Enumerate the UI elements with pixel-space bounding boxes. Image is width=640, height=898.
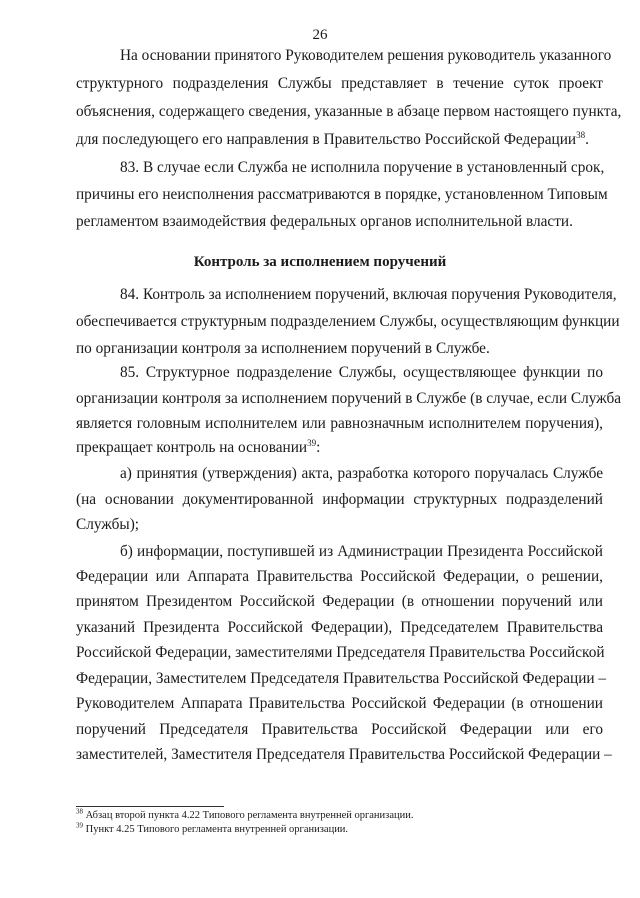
paragraph-line: является головным исполнителем или равнозначным исполнителем поручения), xyxy=(76,415,603,432)
paragraph-text: для последующего его направления в Правительство Российской Федерации xyxy=(76,131,577,148)
paragraph-line: указаний Президента Российской Федерации), Председателем Правительства xyxy=(76,619,603,636)
paragraph-line: по организации контроля за исполнением поручений в Службе. xyxy=(76,340,490,357)
paragraph-line xyxy=(76,438,603,458)
page-number: 26 xyxy=(312,27,328,43)
section-heading: Контроль за исполнением поручений xyxy=(193,254,447,270)
paragraph-punct: : xyxy=(316,439,321,456)
paragraph-line: Российской Федерации, заместителями Председателя Правительства Российской xyxy=(76,644,605,661)
paragraph-line: Руководителем Аппарата Правительства Российской Федерации (в отношении xyxy=(76,695,603,712)
footnote-mark: 38 xyxy=(76,807,83,816)
paragraph-line: Службы); xyxy=(76,516,140,533)
paragraph-punct: . xyxy=(585,131,589,148)
paragraph-line: обеспечивается структурным подразделением Службы, осуществляющим функции xyxy=(76,313,620,330)
paragraph-line: принятом Президентом Российской Федерации (в отношении поручений или xyxy=(76,593,603,610)
footnote xyxy=(76,821,349,835)
footnote-ref: 39 xyxy=(307,437,317,448)
paragraph-line: На основании принятого Руководителем решения руководитель указанного xyxy=(120,47,612,64)
paragraph-line xyxy=(76,130,603,150)
footnote-text: Абзац второй пункта 4.22 Типового регламента внутренней организации. xyxy=(85,810,414,821)
paragraph-line: структурного подразделения Службы представляет в течение суток проект xyxy=(76,75,603,92)
paragraph-line: причины его неисполнения рассматриваются в порядке, установленном Типовым xyxy=(76,186,608,203)
paragraph-line: организации контроля за исполнением поручений в Службе (в случае, если Служба xyxy=(76,390,622,407)
paragraph-line: Федерации или Аппарата Правительства Российской Федерации, о решении, xyxy=(76,568,603,585)
paragraph-line: поручений Председателя Правительства Российской Федерации или его xyxy=(76,721,603,738)
footnote-text: Пункт 4.25 Типового регламента внутренней организации. xyxy=(85,824,349,835)
paragraph-line: 85. Структурное подразделение Службы, осуществляющее функции по xyxy=(120,364,603,381)
paragraph-line: 83. В случае если Служба не исполнила поручение в установленный срок, xyxy=(120,159,605,176)
paragraph-text: прекращает контроль на основании xyxy=(76,439,308,456)
paragraph-line: (на основании документированной информации структурных подразделений xyxy=(76,491,603,508)
paragraph-line: а) принятия (утверждения) акта, разработка которого поручалась Службе xyxy=(120,465,603,482)
footnote-separator xyxy=(76,806,224,807)
paragraph-line: заместителей, Заместителя Председателя Правительства Российской Федерации – xyxy=(76,746,612,763)
footnote-ref: 38 xyxy=(576,129,586,140)
footnote xyxy=(76,807,414,821)
paragraph-line: 84. Контроль за исполнением поручений, включая поручения Руководителя, xyxy=(120,286,617,303)
footnote-mark: 39 xyxy=(76,821,83,830)
paragraph-line: Федерации, Заместителем Председателя Правительства Российской Федерации – xyxy=(76,670,607,687)
paragraph-line: регламентом взаимодействия федеральных органов исполнительной власти. xyxy=(76,213,573,230)
paragraph-line: объяснения, содержащего сведения, указанные в абзаце первом настоящего пункта, xyxy=(76,103,622,120)
paragraph-line: б) информации, поступившей из Администрации Президента Российской xyxy=(120,543,603,560)
